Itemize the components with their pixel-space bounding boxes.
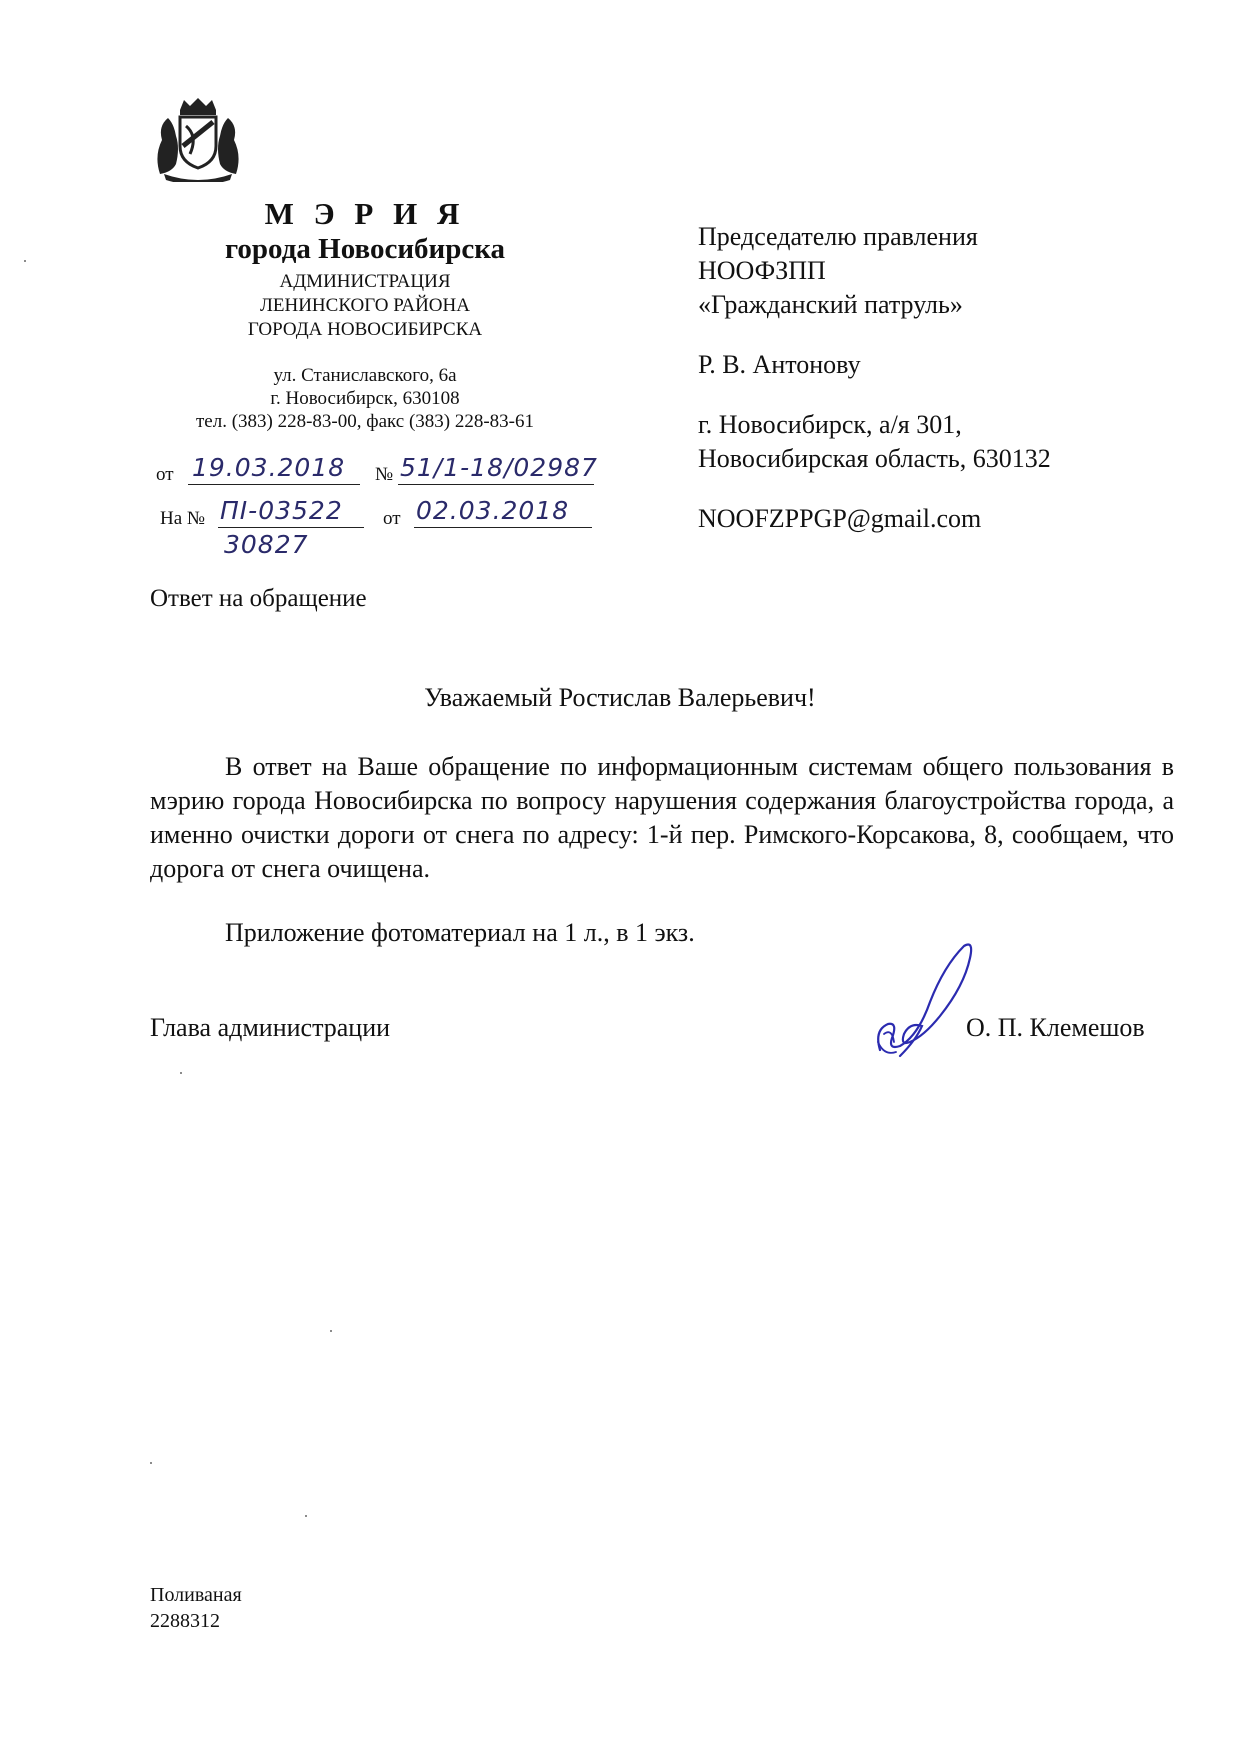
reply-date-underline	[414, 527, 592, 528]
addressee-email: NOOFZPPGP@gmail.com	[698, 504, 982, 533]
admin-line: ГОРОДА НОВОСИБИРСКА	[247, 319, 483, 340]
addressee-line: Председателю правления	[698, 222, 978, 251]
letter-appendix: Приложение фотоматериал на 1 л., в 1 экз.	[225, 918, 695, 947]
addressee-name: Р. В. Антонову	[698, 350, 861, 379]
admin-line: АДМИНИСТРАЦИЯ	[279, 271, 451, 292]
reply-to-number-2: 30827	[224, 530, 309, 559]
scan-speck	[305, 1515, 307, 1517]
addressee-postal-line: Новосибирская область, 630132	[698, 444, 1051, 473]
reply-number-underline	[218, 527, 364, 528]
signer-name: О. П. Клемешов	[966, 1013, 1145, 1042]
addressee-block	[698, 220, 1178, 536]
city-title: города Новосибирска	[224, 233, 506, 265]
city-emblem-icon	[150, 96, 246, 182]
reply-date: 02.03.2018	[416, 496, 570, 525]
letter-subject: Ответ на обращение	[150, 585, 367, 612]
outgoing-date: 19.03.2018	[192, 453, 346, 482]
scan-speck	[180, 1072, 182, 1074]
number-underline	[398, 484, 594, 485]
scan-speck	[150, 1462, 152, 1464]
scan-speck	[24, 260, 26, 262]
letter-body: В ответ на Ваше обращение по информационным системам общего пользования в мэрию города Новосибирска по вопросу нарушения содержания благоустройства города, а именно очистки дороги от снега по адресу: 1-й пер. Римского-Корсакова, 8, сообщаем, что дорога от снега очищена.	[150, 752, 1174, 883]
signer-title: Глава администрации	[150, 1013, 391, 1042]
date-underline	[188, 484, 360, 485]
reply-date-label: от	[383, 508, 401, 529]
scan-speck	[330, 1330, 332, 1332]
sender-address	[130, 364, 600, 433]
address-line: тел. (383) 228-83-00, факс (383) 228-83-61	[195, 411, 535, 432]
letter-greeting: Уважаемый Ростислав Валерьевич!	[424, 683, 816, 712]
executor-name: Поливаная	[150, 1584, 242, 1606]
address-line: г. Новосибирск, 630108	[270, 388, 460, 409]
sender-header	[130, 196, 600, 433]
org-title: М Э Р И Я	[264, 196, 466, 231]
reply-to-label: На №	[160, 508, 206, 529]
addressee-line: «Гражданский патруль»	[698, 290, 963, 319]
admin-name	[130, 270, 600, 342]
executor-phone: 2288312	[150, 1610, 220, 1632]
reply-to-number: ПI-03522	[220, 496, 343, 525]
outgoing-number: 51/1-18/02987	[400, 453, 598, 482]
executor-block	[150, 1582, 242, 1634]
handwritten-signature	[870, 938, 990, 1068]
admin-line: ЛЕНИНСКОГО РАЙОНА	[260, 295, 470, 316]
outgoing-date-label: от	[156, 464, 174, 485]
addressee-postal-line: г. Новосибирск, а/я 301,	[698, 410, 962, 439]
addressee-line: НООФЗПП	[698, 256, 826, 285]
outgoing-number-label: №	[375, 464, 394, 485]
address-line: ул. Станиславского, 6а	[273, 365, 457, 386]
